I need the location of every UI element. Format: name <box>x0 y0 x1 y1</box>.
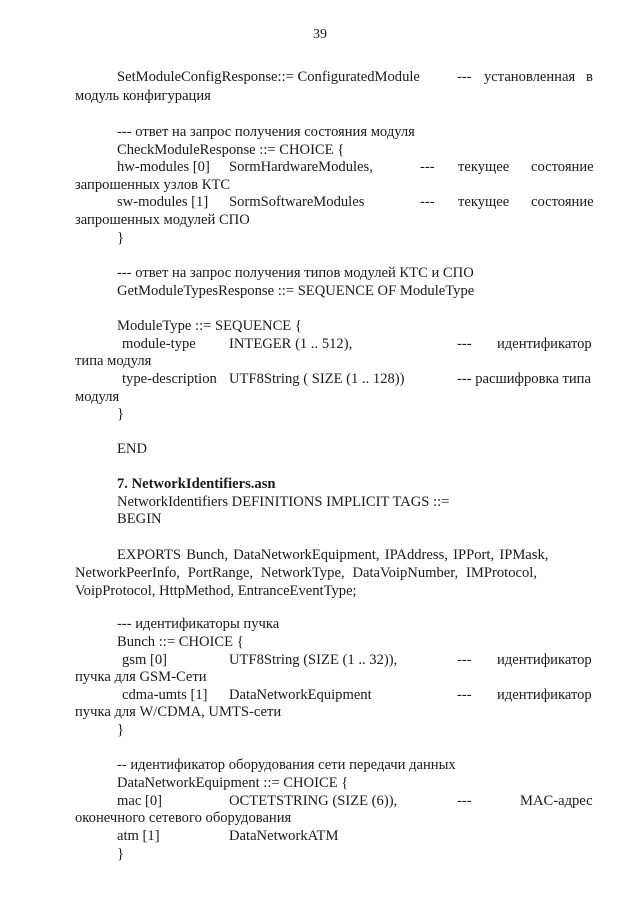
comment-text: состояние <box>531 194 594 210</box>
begin-keyword: BEGIN <box>117 511 162 527</box>
field-name: type-description <box>122 371 217 387</box>
comment-continuation: типа модуля <box>75 353 152 369</box>
comment-text: идентификатор <box>497 652 592 668</box>
exports-line: NetworkPeerInfo, PortRange, NetworkType, DataVoipNumber, IMProtocol, <box>75 565 537 581</box>
asn-definition-line: Bunch ::= CHOICE { <box>117 634 244 650</box>
field-type: UTF8String ( SIZE (1 .. 128)) <box>229 371 405 387</box>
comment-text: текущее <box>458 159 510 175</box>
closing-brace: } <box>117 722 125 738</box>
comment-line: --- ответ на запрос получения типов модулей КТС и СПО <box>117 265 474 281</box>
field-name: module-type <box>122 336 196 352</box>
comment-continuation: пучка для GSM-Сети <box>75 669 207 685</box>
field-type: DataNetworkEquipment <box>229 687 372 703</box>
comment-continuation: модуль конфигурация <box>75 88 211 104</box>
field-type: SormSoftwareModules <box>229 194 365 210</box>
asn-definition-line: CheckModuleResponse ::= CHOICE { <box>117 142 345 158</box>
asn-definition-line: ModuleType ::= SEQUENCE { <box>117 318 302 334</box>
page-number: 39 <box>313 27 327 42</box>
exports-line: VoipProtocol, HttpMethod, EntranceEventType; <box>75 583 357 599</box>
comment-line: --- идентификаторы пучка <box>117 616 280 632</box>
comment-dashes: --- <box>457 687 472 703</box>
closing-brace: } <box>117 846 125 862</box>
field-name: hw-modules [0] <box>117 159 210 175</box>
comment-text: в <box>586 69 593 85</box>
field-name: cdma-umts [1] <box>122 687 208 703</box>
asn-definition-line: NetworkIdentifiers DEFINITIONS IMPLICIT TAGS ::= <box>117 494 450 510</box>
comment-line: -- идентификатор оборудования сети передачи данных <box>117 757 456 773</box>
comment-line: --- ответ на запрос получения состояния модуля <box>117 124 415 140</box>
field-type: DataNetworkATM <box>229 828 339 844</box>
comment-text: идентификатор <box>497 687 592 703</box>
comment-continuation: пучка для W/CDMA, UMTS-сети <box>75 704 282 720</box>
closing-brace: } <box>117 230 125 246</box>
comment-dashes: --- <box>457 69 472 85</box>
field-name: gsm [0] <box>122 652 167 668</box>
comment-text: MAC-адрес <box>520 793 593 809</box>
comment-text: состояние <box>531 159 594 175</box>
field-name: mac [0] <box>117 793 162 809</box>
comment-continuation: оконечного сетевого оборудования <box>75 810 292 826</box>
comment-text: текущее <box>458 194 510 210</box>
comment-text: идентификатор <box>497 336 592 352</box>
comment-text: установленная <box>484 69 576 85</box>
asn-definition-line: DataNetworkEquipment ::= CHOICE { <box>117 775 349 791</box>
comment-continuation: модуля <box>75 389 120 405</box>
asn-definition-line: GetModuleTypesResponse ::= SEQUENCE OF ModuleType <box>117 283 475 299</box>
comment-dashes: --- <box>457 336 472 352</box>
field-type: UTF8String (SIZE (1 .. 32)), <box>229 652 398 668</box>
comment-dashes: --- <box>420 194 435 210</box>
comment-dashes: --- <box>457 652 472 668</box>
field-type: SormHardwareModules, <box>229 159 373 175</box>
field-type: INTEGER (1 .. 512), <box>229 336 353 352</box>
field-type: OCTETSTRING (SIZE (6)), <box>229 793 398 809</box>
end-keyword: END <box>117 441 147 457</box>
comment-text: --- расшифровка типа <box>457 371 591 387</box>
comment-continuation: запрошенных модулей СПО <box>75 212 250 228</box>
field-name: sw-modules [1] <box>117 194 209 210</box>
section-heading: 7. NetworkIdentifiers.asn <box>117 476 276 492</box>
comment-dashes: --- <box>420 159 435 175</box>
comment-continuation: запрошенных узлов КТС <box>75 177 231 193</box>
closing-brace: } <box>117 406 125 422</box>
asn-definition-line: SetModuleConfigResponse::= ConfiguratedModule <box>117 69 420 85</box>
comment-dashes: --- <box>457 793 472 809</box>
exports-line: EXPORTS Bunch, DataNetworkEquipment, IPAddress, IPPort, IPMask, <box>117 547 549 563</box>
field-name: atm [1] <box>117 828 160 844</box>
